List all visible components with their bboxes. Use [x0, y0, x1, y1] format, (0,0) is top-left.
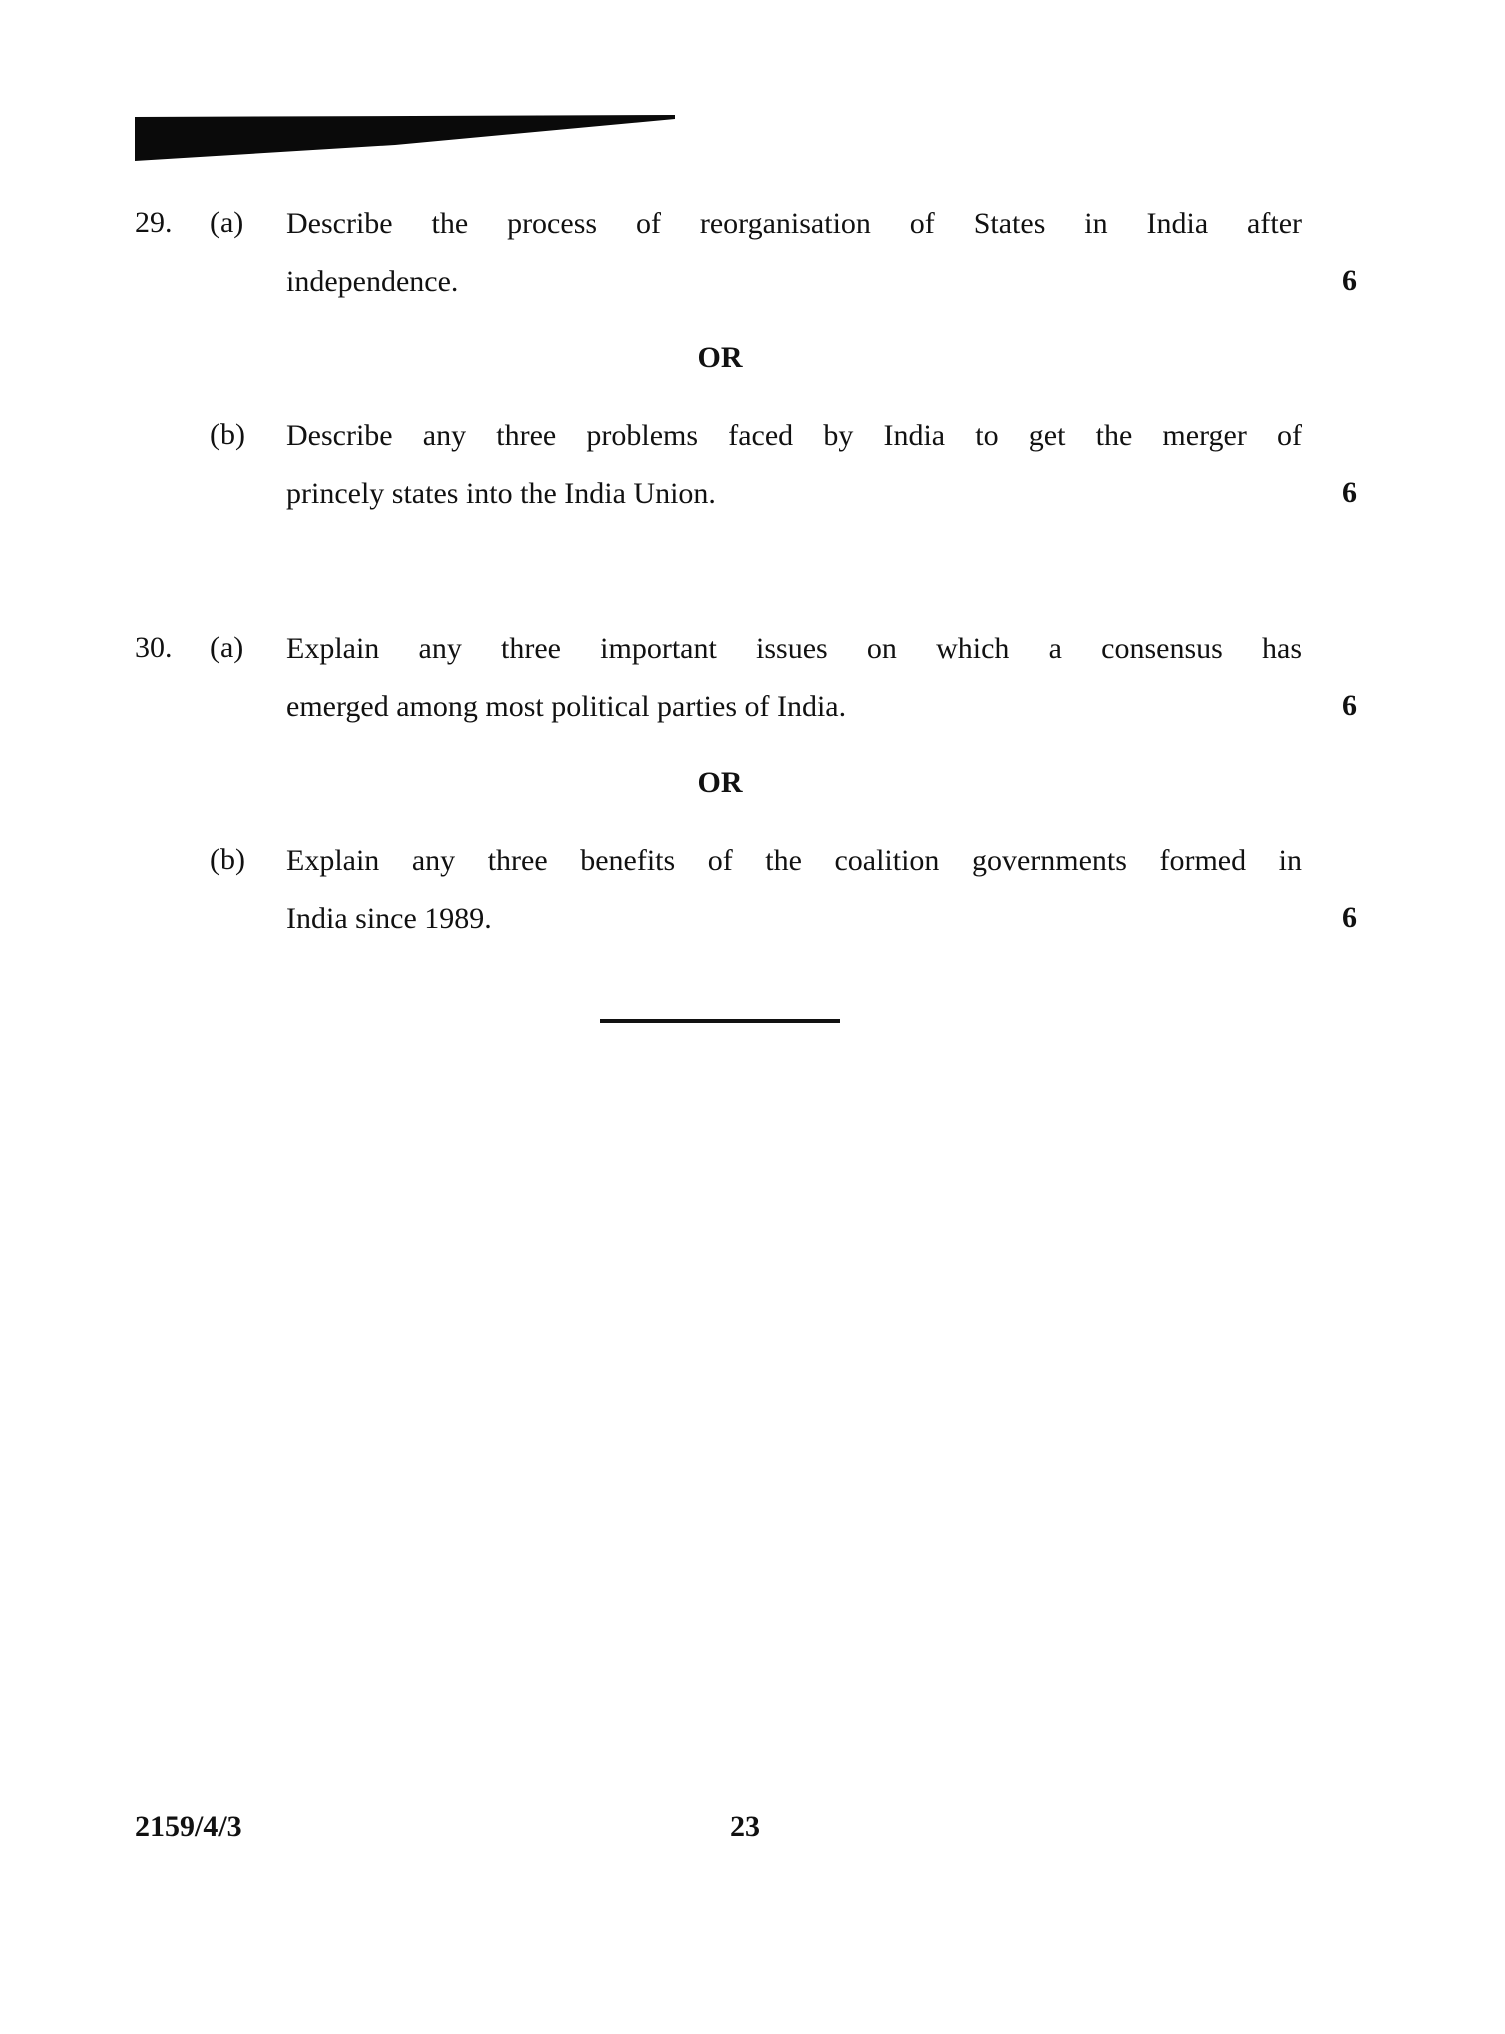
question-text-line: Explain any three benefits of the coalition governments formed in [286, 844, 1302, 877]
marks: 6 [1342, 901, 1357, 934]
redaction-bar [135, 115, 675, 163]
question-number: 30. [135, 631, 173, 664]
part-label-b: (b) [210, 843, 245, 876]
question-text-line: Describe any three problems faced by India to get the merger of [286, 419, 1302, 452]
question-text-line: independence. [286, 265, 459, 298]
part-label-a: (a) [210, 206, 244, 239]
page-number: 23 [730, 1810, 760, 1843]
paper-code: 2159/4/3 [135, 1810, 242, 1843]
question-text-line: emerged among most political parties of India. [286, 690, 847, 723]
question-number: 29. [135, 206, 173, 239]
marks: 6 [1342, 476, 1357, 509]
question-text-line: princely states into the India Union. [286, 477, 716, 510]
marks: 6 [1342, 689, 1357, 722]
part-label-a: (a) [210, 631, 244, 664]
question-text-line: Explain any three important issues on which a consensus has [286, 632, 1302, 665]
question-text-line: India since 1989. [286, 902, 492, 935]
question-text-line: Describe the process of reorganisation of States in India after [286, 207, 1302, 240]
end-of-paper-rule [600, 1019, 840, 1023]
or-separator: OR [697, 341, 743, 374]
or-separator: OR [697, 766, 743, 799]
marks: 6 [1342, 264, 1357, 297]
part-label-b: (b) [210, 418, 245, 451]
